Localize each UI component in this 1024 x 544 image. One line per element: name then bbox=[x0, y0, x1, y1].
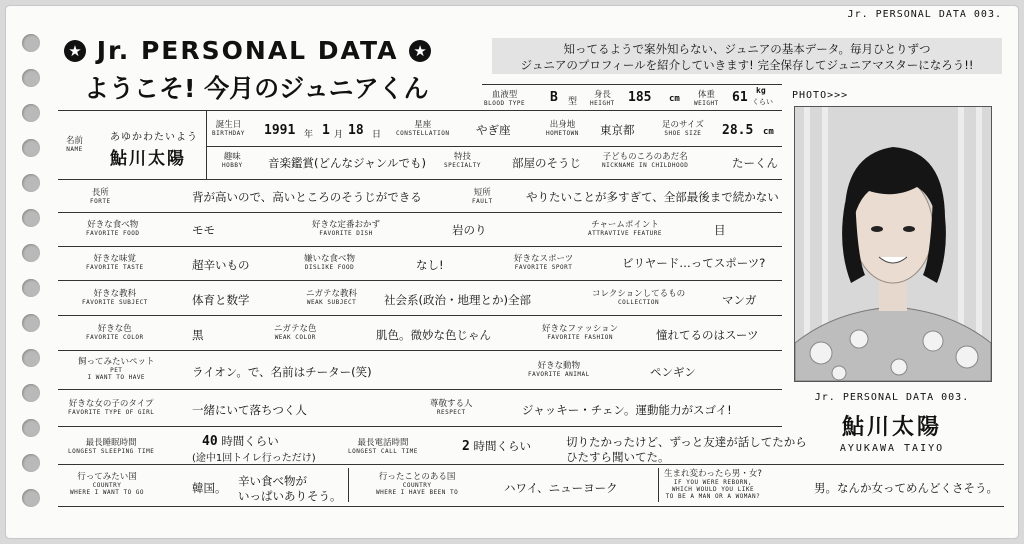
constellation-value: やぎ座 bbox=[476, 123, 511, 137]
rule bbox=[58, 110, 782, 111]
hometown-label: 出身地 HOMETOWN bbox=[546, 120, 579, 137]
hometown-value: 東京都 bbox=[600, 123, 635, 137]
nickname-value: たーくん bbox=[732, 156, 778, 170]
title-text: Jr. PERSONAL DATA bbox=[96, 36, 399, 65]
rule bbox=[58, 464, 1004, 465]
tab-label: Jr. PERSONAL DATA 003. bbox=[847, 9, 1002, 20]
specialty-label: 特技 SPECIALTY bbox=[444, 152, 482, 169]
fav-fashion-label: 好きなファッション FAVORITE FASHION bbox=[542, 324, 619, 341]
birthday-month: 1 bbox=[322, 123, 330, 138]
rule bbox=[348, 468, 349, 502]
binder-hole bbox=[22, 34, 40, 52]
want-country-note: 辛い食べ物が bbox=[238, 474, 307, 488]
charm-point-label: チャームポイント ATTRAVTIVE FEATURE bbox=[588, 220, 663, 237]
binder-hole bbox=[22, 349, 40, 367]
name-kana: あゆかわたいよう bbox=[110, 132, 198, 143]
call-hours: 2 bbox=[462, 439, 470, 454]
fav-taste-value: 超辛いもの bbox=[192, 258, 250, 272]
sleep-value bbox=[202, 433, 279, 449]
binder-hole bbox=[22, 139, 40, 157]
binder-hole bbox=[22, 314, 40, 332]
birthday-day: 18 bbox=[348, 123, 364, 138]
binder-hole bbox=[22, 384, 40, 402]
page-title bbox=[64, 36, 431, 65]
birthday-label: 誕生日 BIRTHDAY bbox=[212, 120, 245, 137]
fav-food-label: 好きな食べ物 FAVORITE FOOD bbox=[86, 220, 140, 237]
forte-label: 長所 FORTE bbox=[90, 188, 111, 205]
weak-subject-value: 社会系(政治・地理とか)全部 bbox=[384, 293, 531, 307]
pet-label: 飼ってみたいペット PET I WANT TO HAVE bbox=[78, 357, 155, 381]
fav-animal-label: 好きな動物 FAVORITE ANIMAL bbox=[528, 361, 590, 378]
reborn-label: 生まれ変わったら男・女? IF YOU WERE REBORN, WHICH WOULD YOU LIKE TO BE A MAN OR A WOMAN? bbox=[664, 469, 762, 500]
rule bbox=[206, 146, 782, 147]
want-country-value: 韓国。 bbox=[192, 481, 227, 495]
birthday-year: 1991 bbox=[264, 123, 296, 138]
fav-girl-value: 一緒にいて落ちつく人 bbox=[192, 403, 307, 417]
star-icon: ★ bbox=[409, 40, 431, 62]
rule bbox=[58, 389, 782, 390]
fav-dish-value: 岩のり bbox=[452, 223, 487, 237]
star-icon: ★ bbox=[64, 40, 86, 62]
want-country-label: 行ってみたい国 COUNTRY WHERE I WANT TO GO bbox=[70, 472, 145, 496]
been-country-label: 行ったことのある国 COUNTRY WHERE I HAVE BEEN TO bbox=[376, 472, 459, 496]
rule bbox=[658, 468, 659, 502]
hobby-value: 音楽鑑賞(どんなジャンルでも) bbox=[268, 156, 426, 170]
weight-label: 体重 WEIGHT bbox=[694, 90, 719, 107]
forte-value: 背が高いので、高いところのそうじができる bbox=[192, 190, 422, 204]
call-value bbox=[462, 438, 531, 454]
binder-hole bbox=[22, 104, 40, 122]
weight-value: 61 bbox=[732, 90, 748, 105]
rule bbox=[482, 84, 782, 85]
sleep-hours: 40 bbox=[202, 434, 218, 449]
sleep-label: 最長睡眠時間 LONGEST SLEEPING TIME bbox=[68, 438, 155, 455]
intro-line: 知ってるようで案外知らない、ジュニアの基本データ。毎月ひとりずつ bbox=[563, 42, 931, 56]
reborn-value: 男。なんか女ってめんどくさそう。 bbox=[814, 481, 998, 495]
binder-hole bbox=[22, 279, 40, 297]
fav-dish-label: 好きな定番おかず FAVORITE DISH bbox=[312, 220, 381, 237]
fav-sport-value: ビリヤード…ってスポーツ? bbox=[622, 256, 766, 270]
weak-color-value: 肌色。微妙な色じゃん bbox=[376, 328, 491, 342]
call-note: 切りたかったけど、ずっと友達が話してたから bbox=[566, 435, 807, 449]
photo-label: PHOTO>>> bbox=[792, 90, 849, 101]
been-country-value: ハワイ、ニューヨーク bbox=[504, 481, 618, 495]
pet-value: ライオン。で、名前はチーター(笑) bbox=[192, 365, 372, 379]
rule bbox=[58, 212, 782, 213]
binder-hole bbox=[22, 174, 40, 192]
collection-label: コレクションしてるもの COLLECTION bbox=[592, 289, 686, 306]
binder-holes bbox=[6, 6, 54, 538]
blood-type-value: B bbox=[550, 90, 558, 105]
binder-hole bbox=[22, 454, 40, 472]
height-unit: cm bbox=[669, 94, 680, 104]
portrait-icon bbox=[795, 107, 991, 381]
rule bbox=[58, 315, 782, 316]
hobby-label: 趣味 HOBBY bbox=[222, 152, 243, 169]
blood-type-unit: 型 bbox=[568, 97, 578, 107]
profile-card bbox=[6, 6, 1018, 538]
intro-line: ジュニアのプロフィールを紹介していきます! 完全保存してジュニアマスターになろう!! bbox=[520, 58, 974, 72]
photo-romaji: AYUKAWA TAIYO bbox=[839, 443, 945, 454]
height-value: 185 bbox=[628, 90, 652, 105]
fav-girl-label: 好きな女の子のタイプ FAVORITE TYPE OF GIRL bbox=[68, 399, 155, 416]
weak-color-label: ニガテな色 WEAK COLOR bbox=[274, 324, 317, 341]
fav-subject-label: 好きな教科 FAVORITE SUBJECT bbox=[82, 289, 148, 306]
fav-food-value: モモ bbox=[192, 223, 215, 237]
respect-label: 尊敬する人 RESPECT bbox=[430, 399, 473, 416]
collection-value: マンガ bbox=[722, 293, 757, 307]
binder-hole bbox=[22, 419, 40, 437]
binder-hole bbox=[22, 489, 40, 507]
specialty-value: 部屋のそうじ bbox=[512, 156, 581, 170]
name-kanji: 鮎川太陽 bbox=[110, 149, 186, 169]
fav-sport-label: 好きなスポーツ FAVORITE SPORT bbox=[514, 254, 574, 271]
shoe-size-value: 28.5 bbox=[722, 123, 754, 138]
weight-unit: kg bbox=[756, 86, 766, 95]
binder-hole bbox=[22, 209, 40, 227]
blood-type-label: 血液型 BLOOD TYPE bbox=[484, 90, 526, 107]
rule bbox=[58, 506, 1004, 507]
want-country-note: いっぱいありそう。 bbox=[238, 489, 342, 503]
fav-taste-label: 好きな味覚 FAVORITE TASTE bbox=[86, 254, 144, 271]
shoe-size-label: 足のサイズ SHOE SIZE bbox=[662, 120, 704, 137]
rule bbox=[206, 110, 207, 179]
fav-fashion-value: 憧れてるのはスーツ bbox=[656, 328, 759, 342]
constellation-label: 星座 CONSTELLATION bbox=[396, 120, 450, 137]
rule bbox=[58, 246, 782, 247]
rule bbox=[58, 179, 782, 180]
portrait-photo bbox=[794, 106, 992, 382]
page-subtitle: ようこそ! 今月のジュニアくん bbox=[84, 74, 429, 103]
binder-hole bbox=[22, 69, 40, 87]
rule bbox=[58, 426, 782, 427]
birthday-year-unit: 年 bbox=[304, 130, 314, 140]
weight-unit-approx: くらい bbox=[752, 98, 773, 106]
call-unit: 時間くらい bbox=[473, 439, 531, 453]
sleep-unit: 時間くらい bbox=[221, 434, 279, 448]
shoe-size-unit: cm bbox=[763, 127, 774, 137]
charm-point-value: 目 bbox=[714, 223, 726, 237]
birthday-day-unit: 日 bbox=[372, 130, 382, 140]
call-note: ひたすら聞いてた。 bbox=[566, 450, 670, 464]
rule bbox=[58, 280, 782, 281]
fav-subject-value: 体育と数学 bbox=[192, 293, 250, 307]
binder-hole bbox=[22, 244, 40, 262]
nickname-label: 子どものころのあだ名 NICKNAME IN CHILDHOOD bbox=[602, 152, 689, 169]
height-label: 身長 HEIGHT bbox=[590, 90, 615, 107]
respect-value: ジャッキー・チェン。運動能力がスゴイ! bbox=[522, 403, 732, 417]
name-label: 名前 NAME bbox=[66, 136, 84, 153]
birthday-month-unit: 月 bbox=[334, 130, 344, 140]
dislike-food-value: なし! bbox=[416, 258, 444, 272]
rule bbox=[58, 350, 782, 351]
dislike-food-label: 嫌いな食べ物 DISLIKE FOOD bbox=[304, 254, 356, 271]
fav-color-label: 好きな色 FAVORITE COLOR bbox=[86, 324, 144, 341]
fav-color-value: 黒 bbox=[192, 328, 204, 342]
photo-name: 鮎川太陽 bbox=[841, 415, 942, 440]
weak-subject-label: ニガテな教科 WEAK SUBJECT bbox=[306, 289, 358, 306]
intro-text bbox=[492, 38, 1002, 74]
sleep-note: (途中1回トイレ行っただけ) bbox=[192, 453, 316, 464]
fault-value: やりたいことが多すぎて、全部最後まで続かない bbox=[526, 190, 779, 204]
fav-animal-value: ペンギン bbox=[650, 365, 696, 379]
fault-label: 短所 FAULT bbox=[472, 188, 493, 205]
call-label: 最長電話時間 LONGEST CALL TIME bbox=[348, 438, 418, 455]
photo-data-label: Jr. PERSONAL DATA 003. bbox=[814, 392, 970, 403]
